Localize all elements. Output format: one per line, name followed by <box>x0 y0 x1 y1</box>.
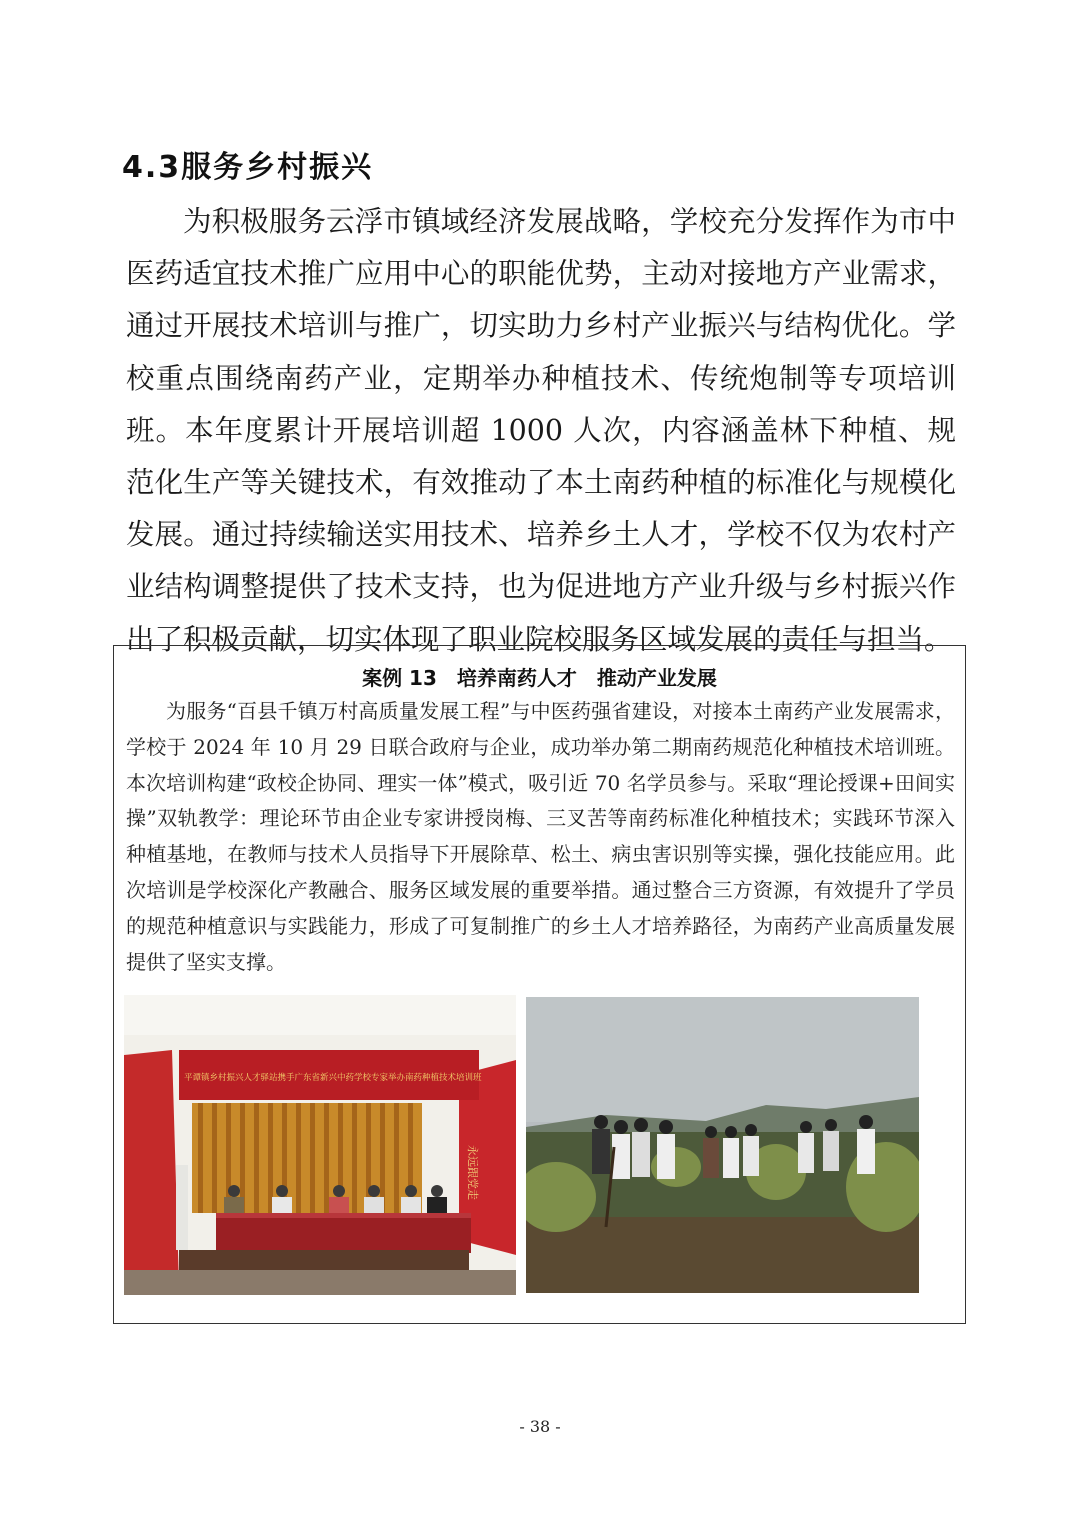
banner-text: 平谭镇乡村振兴人才驿站携手广东省新兴中药学校专家举办南药种植技术培训班 <box>184 1073 482 1083</box>
case-box <box>113 645 966 1324</box>
case-text: 为服务“百县千镇万村高质量发展工程”与中医药强省建设，对接本土南药产业发展需求，学校于 2024 年 10 月 29 日联合政府与企业，成功举办第二期南药规范化种植技术培训班。本次培训构建“政校企协同、理实一体”模式，吸引近 70 名学员参与。采取“理论授课+田间实操”双轨教学：理论环节由企业专家讲授岗梅、三叉苦等南药标准化种植技术；实践环节深入种植基地，在教师与技术人员指导下开展除草、松土、病虫害识别等实操，强化技能应用。此次培训是学校深化产教融合、服务区域发展的重要举措。通过整合三方资源，有效提升了学员的规范种植意识与实践能力，形成了可复制推广的乡土人才培养路径，为南药产业高质量发展提供了坚实支撑。 <box>126 699 955 974</box>
side-slogan: 永远跟党走 <box>466 1145 479 1200</box>
training-meeting-photo <box>124 995 516 1295</box>
section-heading: 4.3服务乡村振兴 <box>122 150 374 185</box>
field-practice-photo <box>526 997 919 1293</box>
case-title: 案例 13 培养南药人才 推动产业发展 <box>362 666 717 690</box>
section-paragraph: 为积极服务云浮市镇域经济发展战略，学校充分发挥作为市中医药适宜技术推广应用中心的职能优势，主动对接地方产业需求，通过开展技术培训与推广，切实助力乡村产业振兴与结构优化。学校重点围绕南药产业，定期举办种植技术、传统炮制等专项培训班。本年度累计开展培训超 1000 人次，内容涵盖林下种植、规范化生产等关键技术，有效推动了本土南药种植的标准化与规模化发展。通过持续输送实用技术、培养乡土人才，学校不仅为农村产业结构调整提供了技术支持，也为促进地方产业升级与乡村振兴作出了积极贡献，切实体现了职业院校服务区域发展的责任与担当。 <box>126 205 956 656</box>
page-number: - 38 - <box>519 1417 561 1436</box>
